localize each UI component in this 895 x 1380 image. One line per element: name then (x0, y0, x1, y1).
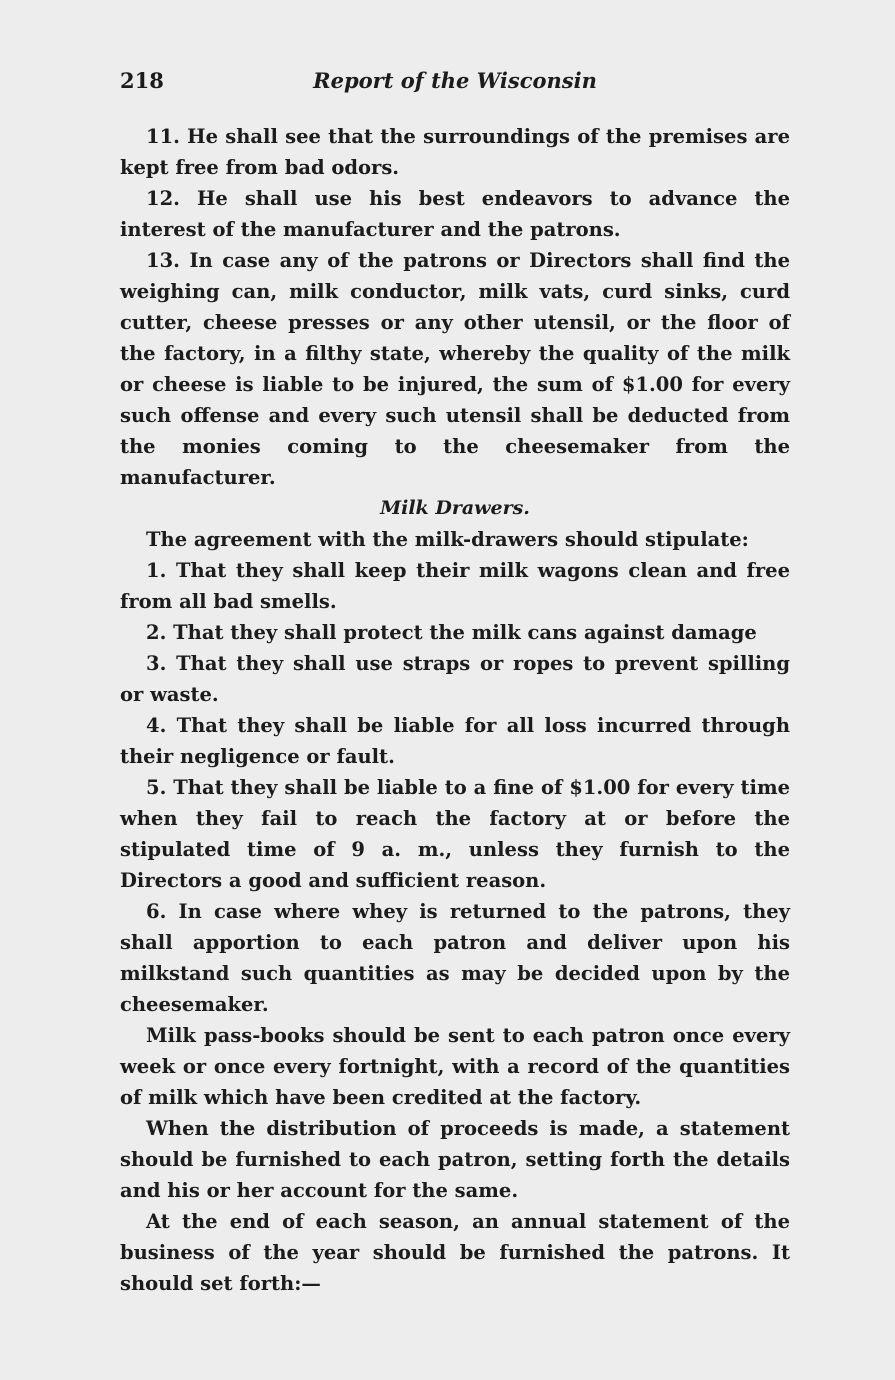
paragraph-item-2: 2. That they shall protect the milk cans against damage (146, 621, 757, 644)
paragraph-distribution: When the distribution of proceeds is made, a statement should be furnished to each patron, setting forth the details and his or her account for the same. (120, 1117, 790, 1202)
paragraph-agreement-intro: The agreement with the milk-drawers should stipulate: (146, 528, 749, 551)
paragraph-rule-11: 11. He shall see that the surroundings of the premises are kept free from bad odors. (120, 125, 790, 179)
paragraph-rule-13: 13. In case any of the patrons or Directors shall find the weighing can, milk conductor, milk vats, curd sinks, curd cutter, cheese presses or any other utensil, or the floor of the factory, in a filthy state, whereby the quality of the milk or cheese is liable to be injured, the sum of $1.00 for every such offense and every such utensil shall be deducted from the monies coming to the cheesemaker from the manufacturer. (120, 249, 790, 489)
paragraph-rule-12: 12. He shall use his best endeavors to advance the interest of the manufacturer and the patrons. (120, 187, 790, 241)
body-text (120, 121, 790, 1299)
paragraph-item-6: 6. In case where whey is returned to the patrons, they shall apportion to each patron and deliver upon his milkstand such quantities as may be decided upon by the cheesemaker. (120, 900, 790, 1016)
paragraph-item-3: 3. That they shall use straps or ropes to prevent spilling or waste. (120, 652, 790, 706)
paragraph-pass-books: Milk pass-books should be sent to each patron once every week or once every fortnight, with a record of the quantities of milk which have been credited at the factory. (120, 1024, 790, 1109)
paragraph-annual-statement: At the end of each season, an annual statement of the business of the year should be furnished the patrons. It should set forth:— (120, 1210, 790, 1295)
page-header (120, 68, 790, 104)
paragraph-item-4: 4. That they shall be liable for all loss incurred through their negligence or fault. (120, 714, 790, 768)
paragraph-item-5: 5. That they shall be liable to a fine of $1.00 for every time when they fail to reach the factory at or before the stipulated time of 9 a. m., unless they furnish to the Directors a good and sufficient reason. (120, 776, 790, 892)
section-heading: Milk Drawers. (380, 497, 530, 519)
paragraph-item-1: 1. That they shall keep their milk wagons clean and free from all bad smells. (120, 559, 790, 613)
running-head: Report of the Wisconsin (313, 68, 597, 93)
page-number: 218 (120, 68, 164, 93)
